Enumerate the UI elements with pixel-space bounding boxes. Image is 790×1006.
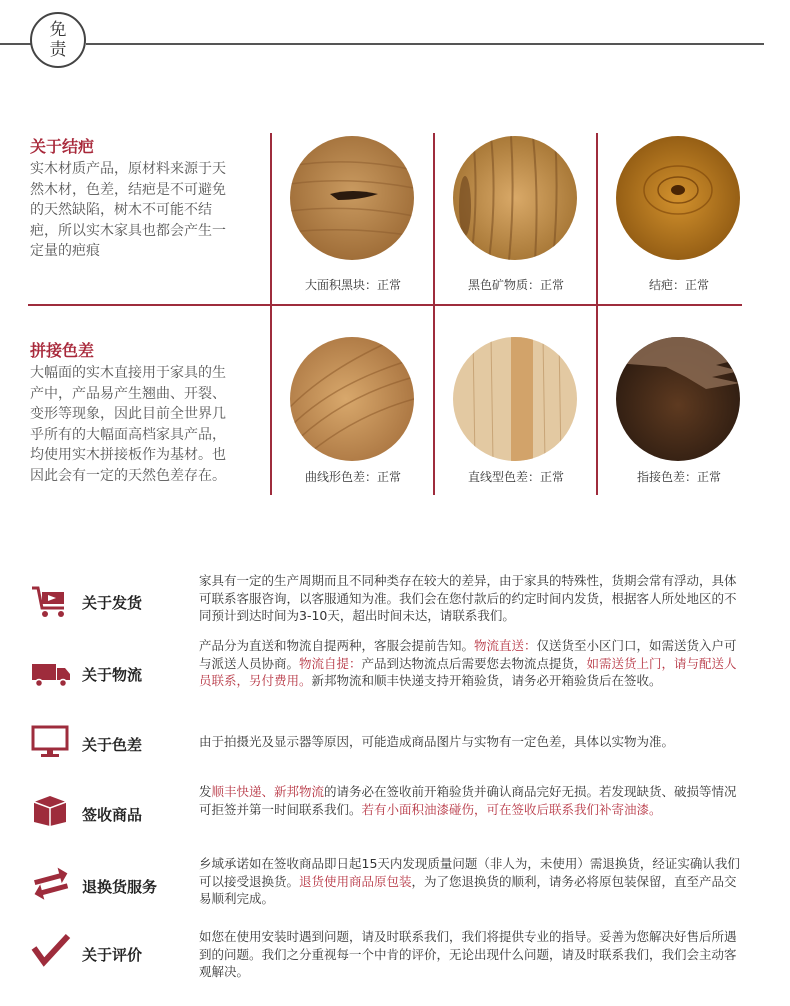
policy-highlight: 顺丰快递、新邦物流 <box>211 784 325 799</box>
policy-highlight: 退货使用商品原包装 <box>299 873 412 889</box>
truck-icon <box>30 656 72 692</box>
disclaimer-badge <box>30 12 86 68</box>
policy-title-receipt: 签收商品 <box>82 806 143 824</box>
caption-black-mineral: 黑色矿物质：正常 <box>467 278 564 292</box>
policy-text-segment: ，为了您退换货的顺利，请务必将原包装保留，直至产品交易顺利完成。 <box>199 873 737 906</box>
exchange-arrows-icon <box>30 864 72 900</box>
badge-char-2: 责 <box>49 40 67 60</box>
policy-text-segment: 发 <box>199 784 212 799</box>
policy-text-segment: 乡域承诺如在签收商品即日起15天内发现质量问题（非人为，未使用）需退换货，经证实确认我们可以接受退换货。 <box>199 856 740 889</box>
policy-highlight: 物流自提： <box>299 655 362 671</box>
policy-title-logistics: 关于物流 <box>82 666 143 684</box>
badge-char-1: 免 <box>49 20 67 40</box>
shopping-cart-icon <box>30 584 72 620</box>
grid-divider-2 <box>433 133 435 495</box>
grid-row-divider <box>28 304 742 306</box>
policy-highlight: 若有小面积油漆碰伤，可在签收后联系我们补寄油漆。 <box>361 801 662 817</box>
policy-text-shipping <box>199 572 744 625</box>
policy-text-segment: 产品分为直送和物流自提两种，客服会提前告知。 <box>199 638 475 653</box>
header-rule-left <box>0 43 32 45</box>
policy-title-color: 关于色差 <box>82 736 143 754</box>
policy-text-color <box>199 733 744 751</box>
caption-curved-color: 曲线形色差：正常 <box>304 470 401 484</box>
policy-text-returns <box>199 855 744 908</box>
grid-divider-1 <box>270 133 272 495</box>
wood-sample-knot <box>616 136 740 260</box>
policy-title-returns: 退换货服务 <box>82 878 158 896</box>
policy-text-segment: 由于拍摄光及显示器等原因，可能造成商品图片与实物有一定色差，具体以实物为准。 <box>199 734 675 749</box>
wood-sample-finger-joint <box>616 337 740 461</box>
section-title-splicing: 拼接色差 <box>30 341 95 360</box>
caption-finger-joint: 指接色差：正常 <box>636 470 721 484</box>
policy-text-segment: 如您在使用安装时遇到问题，请及时联系我们，我们将提供专业的指导。妥善为您解决好售后所遇到的问题。我们之分重视每一个中肯的评价，无论出现什么问题，请及时联系我们，我们会主动客观解决。 <box>199 929 737 979</box>
section-text-splicing: 大幅面的实木直接用于家具的生产中，产品易产生翘曲、开裂、变形等现象，因此目前全世界几乎所有的大幅面高档家具产品，均使用实木拼接板作为基材。也因此会有一定的天然色差存在。 <box>30 365 226 484</box>
wood-sample-black-patch <box>290 136 414 260</box>
policy-highlight: 物流直送： <box>474 638 537 653</box>
section-text-knots: 实木材质产品，原材料来源于天然木材，色差，结疤是不可避免的天然缺陷，树木不可能不结疤，所以实木家具也都会产生一定量的疤痕 <box>30 161 226 259</box>
policy-text-segment: 的请务必在签收前开箱验货并确认商品完好无损。若发现缺货、破损等情况可拒签并第一时间联系我们。 <box>199 784 737 817</box>
monitor-icon <box>30 724 72 760</box>
caption-straight-color: 直线型色差：正常 <box>467 470 564 484</box>
wood-sample-curved-color <box>290 337 414 461</box>
policy-text-receipt <box>199 783 744 818</box>
policy-title-shipping: 关于发货 <box>82 594 143 612</box>
policy-text-logistics <box>199 637 744 690</box>
policy-text-segment: 仅送货至小区门口，如需送货入户可与派送人员协商。 <box>199 638 737 671</box>
policy-text-segment: 家具有一定的生产周期而且不同种类存在较大的差异，由于家具的特殊性，货期会常有浮动，具体可联系客服咨询，以客服通知为准。我们会在您付款后的约定时间内发货，根据客人所处地区的不同预计到达时间为3-10天，超出时间未达，请联系我们。 <box>199 573 737 623</box>
section-title-knots: 关于结疤 <box>30 137 95 156</box>
grid-divider-3 <box>596 133 598 495</box>
policy-text-segment: 新邦物流和顺丰快递支持开箱验货，请务必开箱验货后在签收。 <box>311 673 662 688</box>
policy-title-review: 关于评价 <box>82 946 143 964</box>
policy-text-segment: 产品到达物流点后需要您去物流点提货， <box>361 655 587 671</box>
caption-knot: 结疤：正常 <box>648 278 709 292</box>
wood-sample-straight-color <box>453 337 577 461</box>
policy-highlight: 如需送货上门，请与配送人员联系，另付费用。 <box>199 655 737 688</box>
wood-sample-black-mineral <box>453 136 577 260</box>
header-rule-right <box>86 43 764 45</box>
checkmark-icon <box>30 932 72 968</box>
package-icon <box>30 792 72 828</box>
caption-black-patch: 大面积黑块：正常 <box>304 278 401 292</box>
policy-text-review <box>199 928 744 981</box>
